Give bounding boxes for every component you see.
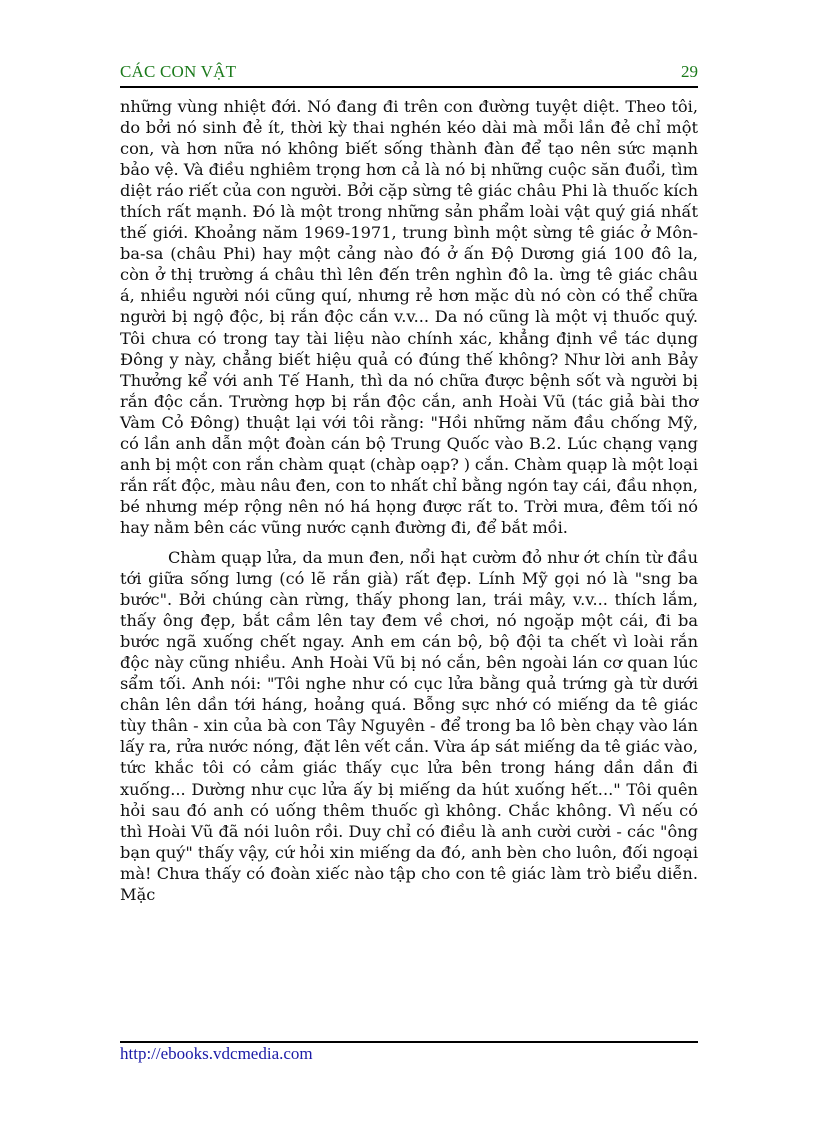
footer-divider: [120, 1041, 698, 1043]
body-paragraph: Chàm quạp lửa, da mun đen, nổi hạt cườm đỏ như ớt chín từ đầu tới giữa sống lưng (có lẽ rắn già) rất đẹp. Lính Mỹ gọi nó là "sng ba bước". Bởi chúng càn rừng, thấy phong lan, trái mây, v.v... thích lắm, thấy ông đẹp, bắt cầm lên tay đem về chơi, nó ngoặp một cái, đi ba bước ngã xuống chết ngay. Anh em cán bộ, bộ đội ta chết vì loài rắn độc này cũng nhiều. Anh Hoài Vũ bị nó cắn, bên ngoài lán cơ quan lúc sẩm tối. Anh nói: "Tôi nghe như có cục lửa bằng quả trứng gà từ dưới chân lên dần tới háng, hoảng quá. Bỗng sực nhớ có miếng da tê giác tùy thân - xin của bà con Tây Nguyên - để trong ba lô bèn chạy vào lán lấy ra, rửa nước nóng, đặt lên vết cắn. Vừa áp sát miếng da tê giác vào, tức khắc tôi có cảm giác thấy cục lửa bên trong háng dần dần đi xuống... Dường như cục lửa ấy bị miếng da hút xuống hết..." Tôi quên hỏi sau đó anh có uống thêm thuốc gì không. Chắc không. Vì nếu có thì Hoài Vũ đã nói luôn rồi. Duy chỉ có điều là anh cười cười - các "ông bạn quý" thấy vậy, cứ hỏi xin miếng da đó, anh bèn cho luôn, đối ngoại mà! Chưa thấy có đoàn xiếc nào tập cho con tê giác làm trò biểu diễn. Mặc: [120, 547, 698, 904]
footer-url-link[interactable]: http://ebooks.vdcmedia.com: [120, 1044, 313, 1063]
page-body: [120, 96, 698, 905]
running-title: CÁC CON VẬT: [120, 62, 237, 81]
page-header: [120, 60, 698, 88]
body-paragraph: những vùng nhiệt đới. Nó đang đi trên con đường tuyệt diệt. Theo tôi, do bởi nó sinh đẻ ít, thời kỳ thai nghén kéo dài mà mỗi lần đẻ chỉ một con, và hơn nữa nó không biết sống thành đàn để tạo nên sức mạnh bảo vệ. Và điều nghiêm trọng hơn cả là nó bị những cuộc săn đuổi, tìm diệt ráo riết của con người. Bởi cặp sừng tê giác châu Phi là thuốc kích thích rất mạnh. Đó là một trong những sản phẩm loài vật quý giá nhất thế giới. Khoảng năm 1969-1971, trung bình một sừng tê giác ở Môn-ba-sa (châu Phi) hay một cảng nào đó ở ấn Độ Dương giá 100 đô la, còn ở thị trường á châu thì lên đến trên nghìn đô la. ừng tê giác châu á, nhiều người nói cũng quí, nhưng rẻ hơn mặc dù nó còn có thể chữa người bị ngộ độc, bị rắn độc cắn v.v... Da nó cũng là một vị thuốc quý. Tôi chưa có trong tay tài liệu nào chính xác, khẳng định về tác dụng Đông y này, chẳng biết hiệu quả có đúng thế không? Như lời anh Bảy Thưởng kể với anh Tế Hanh, thì da nó chữa được bệnh sốt và người bị rắn độc cắn. Trường hợp bị rắn độc cắn, anh Hoài Vũ (tác giả bài thơ Vàm Cỏ Đông) thuật lại với tôi rằng: "Hồi những năm đầu chống Mỹ, có lần anh dẫn một đoàn cán bộ Trung Quốc vào B.2. Lúc chạng vạng anh bị một con rắn chàm quạt (chàp oạp? ) cắn. Chàm quạp là một loại rắn rất độc, màu nâu đen, con to nhất chỉ bằng ngón tay cái, đầu nhọn, bé nhưng mép rộng nên nó há họng được rất to. Trời mưa, đêm tối nó hay nằm bên các vũng nước cạnh đường đi, để bắt mồi.: [120, 97, 698, 537]
page-number: 29: [681, 62, 698, 81]
